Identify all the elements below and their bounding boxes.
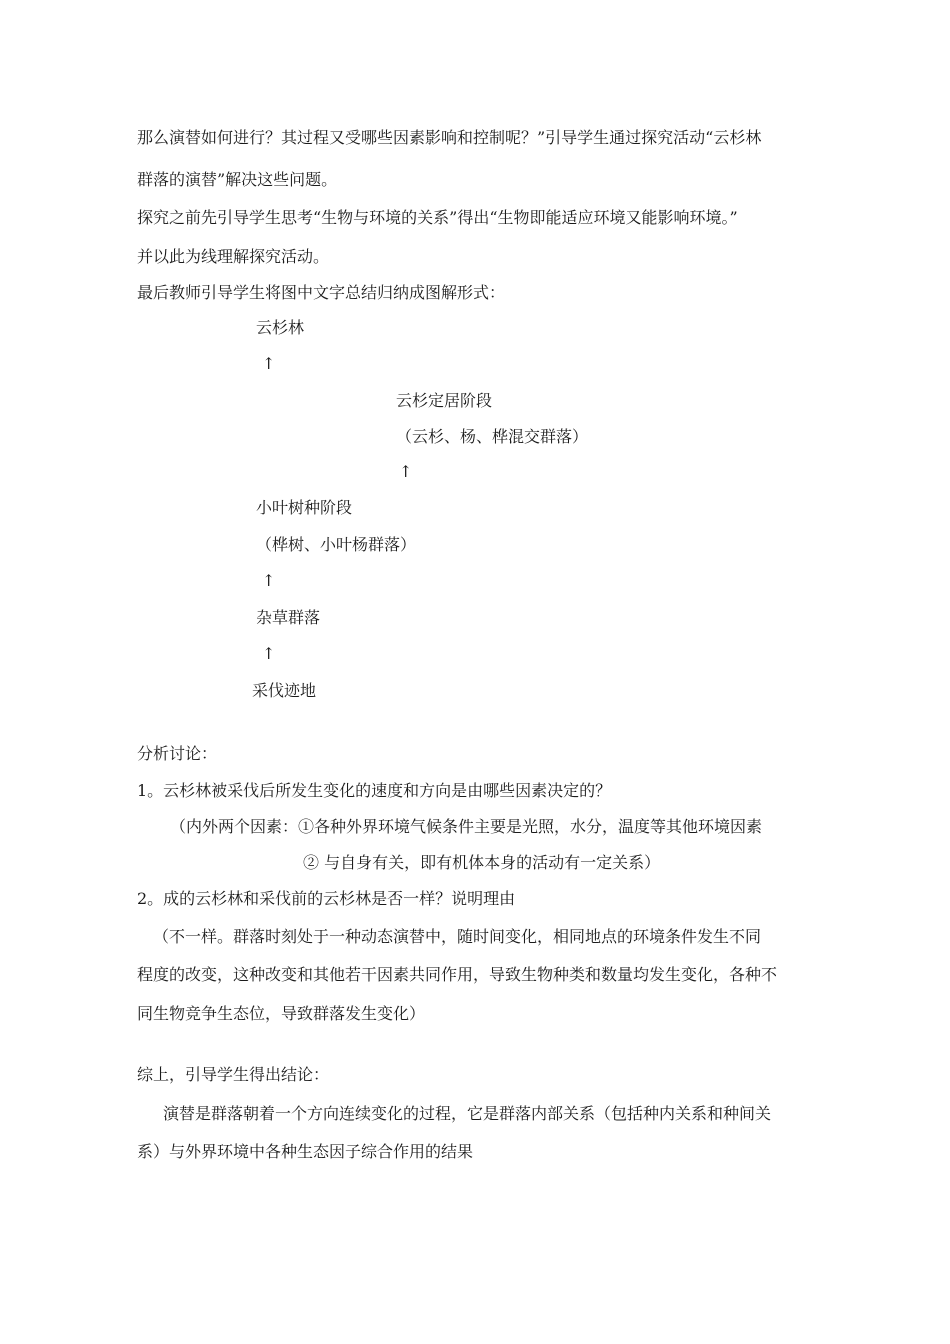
- answer-1-line-1: （内外两个因素：①各种外界环境气候条件主要是光照，水分，温度等其他环境因素: [170, 817, 763, 836]
- up-arrow-icon: ↑: [262, 571, 276, 590]
- conclusion-line-1: 演替是群落朝着一个方向连续变化的过程，它是群落内部关系（包括种内关系和种间关: [163, 1104, 772, 1123]
- answer-1-line-2: ② 与自身有关，即有机体本身的活动有一定关系）: [303, 853, 661, 872]
- up-arrow-icon: ↑: [262, 354, 276, 373]
- up-arrow-icon: ↑: [262, 644, 276, 663]
- stage-small-leaf-trees: 小叶树种阶段: [256, 498, 353, 517]
- stage-cut-site: 采伐迹地: [252, 681, 317, 700]
- answer-2-line-1: （不一样。群落时刻处于一种动态演替中，随时间变化，相同地点的环境条件发生不同: [153, 927, 762, 946]
- conclusion-line-2: 系）与外界环境中各种生态因子综合作用的结果: [137, 1142, 474, 1161]
- intro-line-2: 群落的演替”解决这些问题。: [137, 170, 338, 189]
- conclusion-heading: 综上，引导学生得出结论：: [137, 1065, 330, 1084]
- stage-weed-community: 杂草群落: [256, 608, 321, 627]
- question-2: 2。成的云杉林和采伐前的云杉林是否一样？说明理由: [137, 889, 516, 908]
- discussion-heading: 分析讨论：: [137, 744, 218, 763]
- up-arrow-icon: ↑: [399, 462, 413, 481]
- stage-spruce-forest: 云杉林: [256, 318, 305, 337]
- intro-line-1: 那么演替如何进行？其过程又受哪些因素影响和控制呢？”引导学生通过探究活动“云杉林: [137, 128, 762, 147]
- intro-line-4: 并以此为线理解探究活动。: [137, 247, 330, 266]
- question-1: 1。云杉林被采伐后所发生变化的速度和方向是由哪些因素决定的？: [137, 781, 612, 800]
- intro-line-3: 探究之前先引导学生思考“生物与环境的关系”得出“生物即能适应环境又能影响环境。”: [137, 208, 738, 227]
- answer-2-line-2: 程度的改变，这种改变和其他若干因素共同作用，导致生物种类和数量均发生变化，各种不: [137, 965, 778, 984]
- intro-line-5: 最后教师引导学生将图中文字总结归纳成图解形式：: [137, 283, 506, 302]
- stage-small-leaf-trees-detail: （桦树、小叶杨群落）: [256, 535, 417, 554]
- answer-2-line-3: 同生物竞争生态位，导致群落发生变化）: [137, 1004, 426, 1023]
- stage-spruce-settlement: 云杉定居阶段: [396, 391, 493, 410]
- stage-spruce-settlement-detail: （云杉、杨、桦混交群落）: [396, 427, 589, 446]
